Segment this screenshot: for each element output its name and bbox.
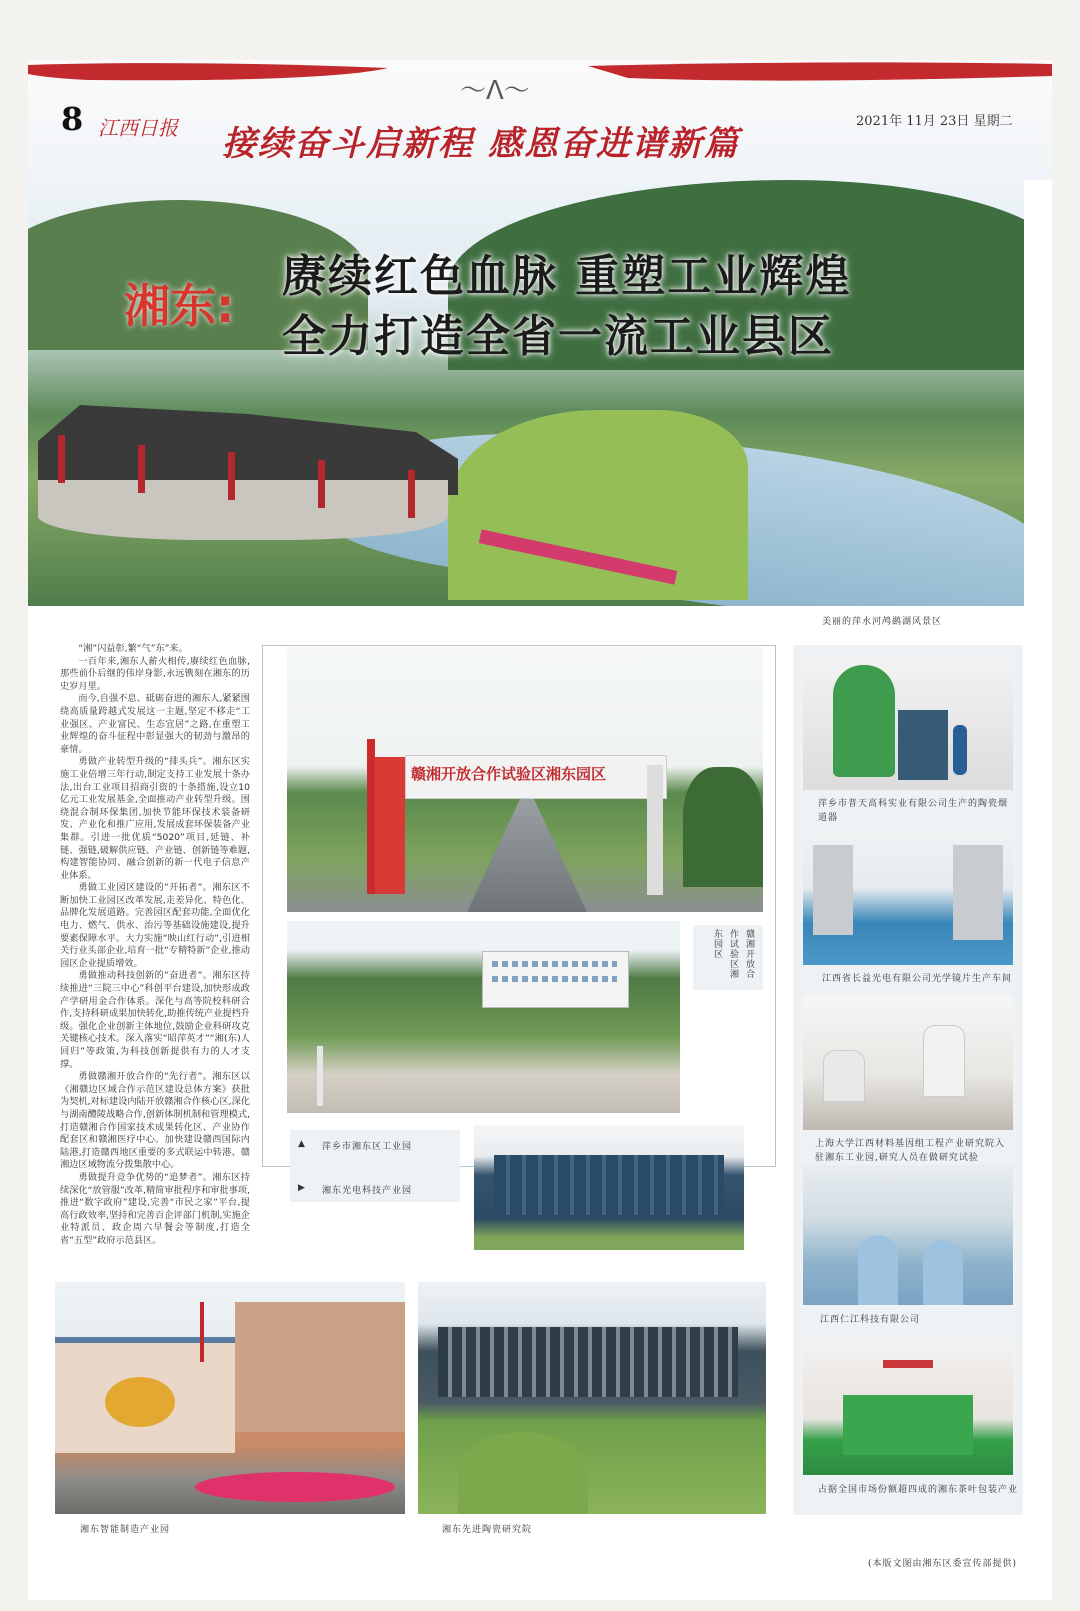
headline-kicker: 湘东: [124, 279, 235, 333]
renhe-workshop-photo [803, 1165, 1013, 1305]
industrial-park-caption: 萍乡市湘东区工业园 [322, 1142, 413, 1152]
crane-icon: 〜ⴷ〜 [460, 76, 530, 106]
optics-caption: 江西省长益光电有限公司光学镜片生产车间 [822, 974, 1013, 984]
page-number: 8 [61, 100, 84, 138]
lab-research-photo [803, 995, 1013, 1130]
green-tower-caption: 萍乡市普天高科实业有限公司生产的陶瓷烟道器 [818, 799, 1009, 823]
article-paragraph: 勇做赣湘开放合作的“先行者”。湘东区以《湘赣边区域合作示范区建设总体方案》获批为契机,对标建设内陆开放赣湘合作核心区,深化与湖南醴陵战略合作,创新体制机制和管理模式,打造赣湘合作国家技术成果转化区、产业协作配套区和赣湘医疗中心。加快建设赣西国际内陆港,打造赣西地区重要的多式联运中转港、赣湘边区域物流分拨集散中心。 [60, 1071, 250, 1171]
red-brush-stroke [28, 60, 1052, 90]
headline-line2: 全力打造全省一流工业县区 [282, 311, 834, 362]
article-body [60, 643, 250, 1248]
article-paragraph: 一百年来,湘东人薪火相传,赓续红色血脉,那些前仆后继的伟岸身影,永远镌刻在湘东的历史岁月里。 [60, 655, 250, 692]
ceramics-caption: 湘东先进陶瓷研究院 [442, 1525, 533, 1535]
smart-mfg-caption: 湘东智能制造产业园 [80, 1525, 171, 1535]
article-paragraph: 而今,自强不息、砥砺奋进的湘东人,紧紧围绕高质量跨越式发展这一主题,坚定不移走“工业强区、产业富民、生态宜居”之路,在重塑工业辉煌的奋斗征程中彰显强大的韧劲与激昂的豪情。 [60, 693, 250, 755]
triangle-bullet-icon: ▶ [298, 1183, 306, 1193]
gate-caption: 赣湘开放合作试验区湘东园区 [693, 925, 763, 990]
gate-sign: 赣湘开放合作试验区湘东园区 [411, 765, 607, 783]
paper-name: 江西日报 [98, 116, 178, 140]
photoelectric-park-photo [474, 1125, 744, 1250]
industrial-park-photo [287, 921, 680, 1113]
tea-packaging-photo [803, 1335, 1013, 1475]
page-motto: 接续奋斗启新程 感恩奋进谱新篇 [222, 124, 740, 164]
article-paragraph: “湘”闪益彰,繁“气”东”来。 [78, 643, 188, 654]
triangle-bullet-icon: ▲ [298, 1139, 306, 1149]
dateline: 2021年 11月 23日 星期二 [856, 114, 1013, 129]
article-paragraph: 勇做提升竞争优势的“追梦者”。湘东区持续深化“放管服”改革,精简审批程序和审批事项,推进“数字政府”建设,完善“市民之家”平台,提高行政效率,坚持和完善百企评部门机制,实施企业特派员、政企周六早餐会等制度,打造全省“五型”政府示范县区。 [60, 1171, 250, 1246]
photoelectric-caption: 湘东光电科技产业园 [322, 1186, 413, 1196]
article-paragraph: 勇做产业转型升级的“排头兵”。湘东区实施工业倍增三年行动,制定支持工业发展十条办法,出台工业项目招商引资的十条措施,设立10亿元工业发展基金,全面推动产业转型升级。围绕混合制环保集团,加快节能环保技术装备研发、产业化和推广应用,发展成套环保装备产业集群。引进一批优质“5020”项目,延链、补链、强链,破解供应链、产业链、创新链等难题,构建智能协同、融合创新的新一代电子信息产业体系。 [60, 756, 250, 881]
green-tower-photo [803, 655, 1013, 790]
optics-workshop-photo [803, 825, 1013, 965]
lab-caption: 上海大学江西材料基因组工程产业研究院入驻湘东工业园,研究人员在做研究试验 [815, 1139, 1006, 1163]
ceramics-institute-photo [418, 1282, 766, 1514]
gate-photo [287, 647, 763, 912]
headline-line1: 赓续红色血脉 重塑工业辉煌 [282, 251, 852, 302]
article-paragraph: 勇做推动科技创新的“奋进者”。湘东区持续推进“三院三中心”科创平台建设,加快形成政产学研用金合作体系。深化与高等院校科研合作,支持科研成果加快转化,助推传统产业提档升级。强化企业创新主体地位,鼓励企业科研攻克关键核心技术。深入落实“昭萍英才”“湘(东)人回归”等政策,为科技创新提供有力的人才支撑。 [60, 970, 250, 1070]
article-paragraph: 勇做工业园区建设的“开拓者”。湘东区不断加快工业园区改革发展,走差异化、特色化、品牌化发展道路。完善园区配套功能,全面优化电力、燃气、供水、治污等基础设施建设,提升要素保障水平。大力实施“映山红行动”,引进相关行业头部企业,培育一批“专精特新”企业,推动园区企业提质增效。 [60, 882, 250, 969]
hero-caption: 美丽的萍水河鸬鹚湖风景区 [822, 617, 943, 627]
smart-manufacturing-photo [55, 1282, 405, 1514]
renhe-caption: 江西仁江科技有限公司 [820, 1315, 921, 1325]
photo-credit: (本版文图由湘东区委宣传部提供) [868, 1559, 1018, 1569]
tea-caption: 占据全国市场份额超四成的湘东茶叶包装产业 [818, 1485, 1019, 1495]
